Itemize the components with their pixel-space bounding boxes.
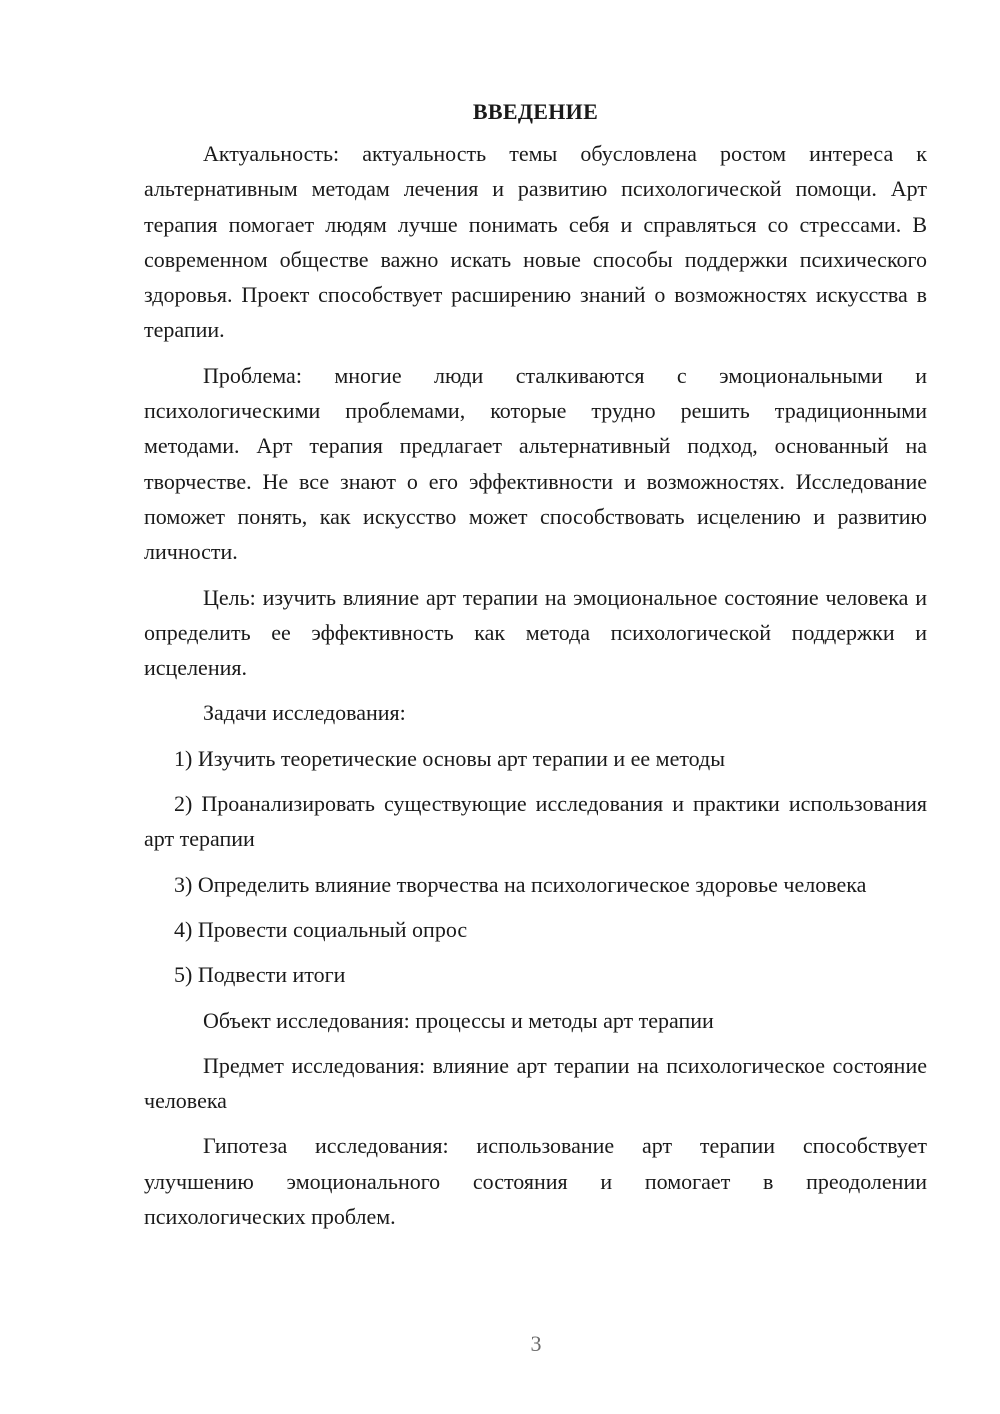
- task-item-2: 2) Проанализировать существующие исследования и практики использования арт терапии: [144, 791, 927, 852]
- page-number: 3: [530, 1331, 542, 1356]
- section-title: ВВЕДЕНИЕ: [472, 99, 599, 124]
- goal-paragraph: Цель: изучить влияние арт терапии на эмоциональное состояние человека и определить ее эффективность как метода психологической поддержки и исцеления.: [144, 584, 927, 681]
- task-item-1: 1) Изучить теоретические основы арт терапии и ее методы: [174, 745, 725, 771]
- problem-paragraph: Проблема: многие люди сталкиваются с эмоциональными и психологическими проблемами, которые трудно решить традиционными методами. Арт терапия предлагает альтернативный подход, основанный на творчестве. Не все знают о его эффективности и возможностях. Исследование поможет понять, как искусство может способствовать исцелению и развитию личности.: [144, 362, 927, 565]
- relevance-paragraph: Актуальность: актуальность темы обусловлена ростом интереса к альтернативным методам лечения и развитию психологической помощи. Арт терапия помогает людям лучше понимать себя и справляться со стрессами. В современном обществе важно искать новые способы поддержки психического здоровья. Проект способствует расширению знаний о возможностях искусства в терапии.: [144, 141, 927, 343]
- task-item-4: 4) Провести социальный опрос: [174, 916, 468, 942]
- task-item-5: 5) Подвести итоги: [174, 962, 346, 988]
- document-page: [144, 94, 927, 1244]
- tasks-heading: Задачи исследования:: [203, 700, 406, 726]
- subject-paragraph: Предмет исследования: влияние арт терапии на психологическое состояние человека: [144, 1052, 927, 1114]
- hypothesis-paragraph: Гипотеза исследования: использование арт терапии способствует улучшению эмоционального состояния и помогает в преодолении психологических проблем.: [144, 1133, 927, 1230]
- object-paragraph: Объект исследования: процессы и методы арт терапии: [203, 1007, 714, 1033]
- task-item-3: 3) Определить влияние творчества на психологическое здоровье человека: [174, 871, 867, 897]
